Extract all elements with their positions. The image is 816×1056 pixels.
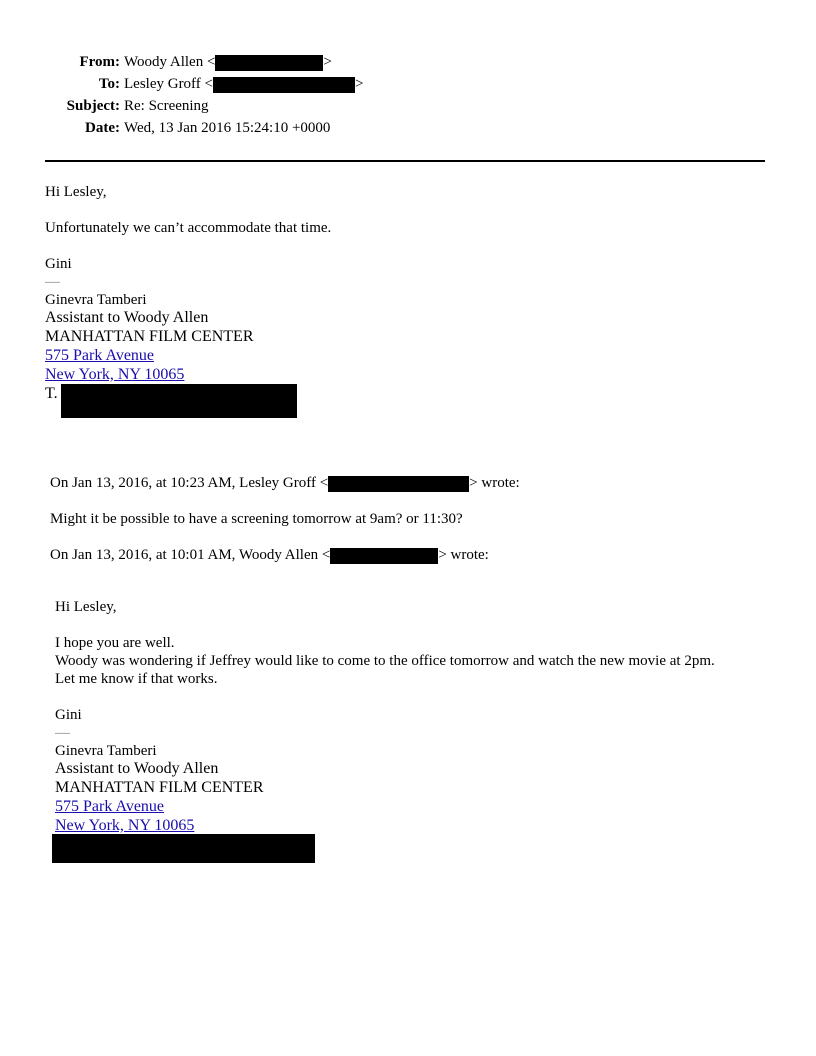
quote2-line1: I hope you are well. <box>55 635 175 651</box>
quote2-attribution-end: > wrote: <box>438 547 489 563</box>
signature-title: Assistant to Woody Allen <box>55 760 219 777</box>
redaction-bar <box>215 55 323 71</box>
subject-label: Subject: <box>66 98 120 114</box>
to-label: To: <box>98 76 120 92</box>
date-value: Wed, 13 Jan 2016 15:24:10 +0000 <box>124 120 331 136</box>
signature-company: MANHATTAN FILM CENTER <box>45 328 254 345</box>
signature-phone-prefix: T. <box>45 385 58 402</box>
signature-company: MANHATTAN FILM CENTER <box>55 779 264 796</box>
quote1-body: Might it be possible to have a screening tomorrow at 9am? or 11:30? <box>50 511 463 527</box>
from-label: From: <box>79 54 120 70</box>
quote1-attribution-start: On Jan 13, 2016, at 10:23 AM, Lesley Groff < <box>50 475 329 491</box>
header-divider <box>45 160 765 162</box>
redaction-bar <box>328 476 469 492</box>
quote2-signoff: Gini <box>55 707 82 723</box>
quote2-attribution-start: On Jan 13, 2016, at 10:01 AM, Woody Allen < <box>50 547 331 563</box>
from-value <box>124 53 332 71</box>
signature-dash: — <box>45 274 60 290</box>
quote2-line3: Let me know if that works. <box>55 671 218 687</box>
quote1-attribution-end: > wrote: <box>469 475 520 491</box>
reply-greeting: Hi Lesley, <box>45 184 107 200</box>
to-close: > <box>355 76 364 92</box>
address-street-link[interactable]: 575 Park Avenue <box>45 347 155 364</box>
quote2-attribution <box>50 546 489 564</box>
reply-message: Unfortunately we can’t accommodate that time. <box>45 220 332 236</box>
from-close: > <box>323 54 332 70</box>
redaction-block <box>61 384 297 418</box>
subject-value: Re: Screening <box>124 98 209 114</box>
signature-title: Assistant to Woody Allen <box>45 309 209 326</box>
quote2-line2: Woody was wondering if Jeffrey would like to come to the office tomorrow and watch the new movie at 2pm. <box>55 653 715 669</box>
signature-dash: — <box>55 725 70 741</box>
address-city-link[interactable]: New York, NY 10065 <box>45 366 185 383</box>
address-city-link[interactable]: New York, NY 10065 <box>55 817 195 834</box>
to-value <box>124 75 363 93</box>
redaction-bar <box>330 548 438 564</box>
reply-signoff: Gini <box>45 256 72 272</box>
signature-name: Ginevra Tamberi <box>55 743 157 759</box>
quote1-attribution <box>50 474 520 492</box>
signature-name: Ginevra Tamberi <box>45 292 147 308</box>
date-label: Date: <box>85 120 120 136</box>
from-name: Woody Allen < <box>124 54 216 70</box>
redaction-bar <box>213 77 355 93</box>
redaction-block <box>52 834 315 863</box>
to-name: Lesley Groff < <box>124 76 213 92</box>
address-street-link[interactable]: 575 Park Avenue <box>55 798 165 815</box>
quote2-greeting: Hi Lesley, <box>55 599 117 615</box>
